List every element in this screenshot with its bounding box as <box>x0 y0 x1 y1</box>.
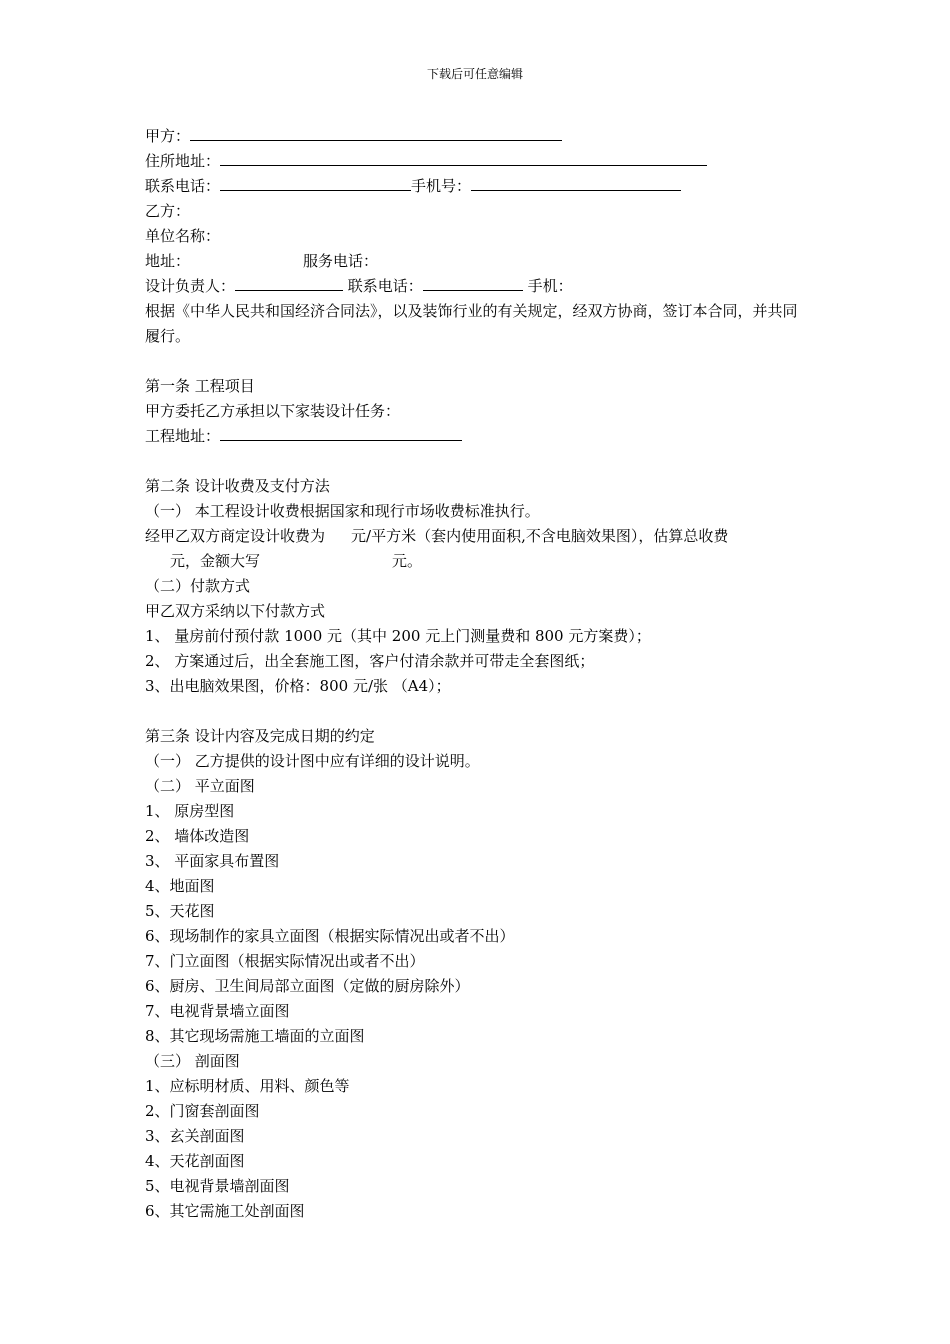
party-b-designer-line <box>145 274 810 299</box>
list-item: 2、门窗套剖面图 <box>145 1102 260 1120</box>
pay-item-2: 2、 方案通过后，出全套施工图，客户付清余款并可带走全套图纸； <box>145 652 595 670</box>
fee-text-d: 元。 <box>392 552 423 570</box>
list-item: 5、天花图 <box>145 902 215 920</box>
contract-body <box>145 124 810 1224</box>
party-a-phone-blank[interactable] <box>220 176 411 191</box>
party-a-blank[interactable] <box>190 126 562 141</box>
article2-item2: （二）付款方式 <box>145 577 251 595</box>
page-header: 下载后可任意编辑 <box>426 67 523 81</box>
fee-text-a: 经甲乙双方商定设计收费为 <box>145 527 326 545</box>
list-item: 3、玄关剖面图 <box>145 1127 245 1145</box>
fee-text-c: 元，金额大写 <box>170 552 261 570</box>
site-blank[interactable] <box>220 426 462 441</box>
party-a-phone-line <box>145 174 810 199</box>
party-a-phone-label: 联系电话： <box>145 177 221 195</box>
list-item: 5、电视背景墙剖面图 <box>145 1177 290 1195</box>
party-b-service-phone-label: 服务电话： <box>303 252 379 270</box>
party-a-label: 甲方： <box>145 127 191 145</box>
article2-title: 第二条 设计收费及支付方法 <box>145 477 330 495</box>
designer-label: 设计负责人： <box>145 277 236 295</box>
party-a-address-label: 住所地址： <box>145 152 221 170</box>
list-item: 6、其它需施工处剖面图 <box>145 1202 305 1220</box>
list-item: 4、地面图 <box>145 877 215 895</box>
party-b-address-label: 地址： <box>145 252 191 270</box>
party-a-address-line <box>145 149 810 174</box>
article3-item2: （二） 平立面图 <box>145 777 255 795</box>
party-b-unit-label: 单位名称： <box>145 227 221 245</box>
designer-blank[interactable] <box>235 276 343 291</box>
fee-text-b: 元/平方米（套内使用面积,不含电脑效果图），估算总收费 <box>351 527 729 545</box>
party-b-address-line <box>145 249 810 274</box>
list-item: 1、应标明材质、用料、颜色等 <box>145 1077 350 1095</box>
preamble: 根据《中华人民共和国经济合同法》，以及装饰行业的有关规定，经双方协商，签订本合同，并共同履行。 <box>145 302 798 345</box>
designer-mobile-label: 手机： <box>527 277 573 295</box>
list-item: 2、 墙体改造图 <box>145 827 250 845</box>
designer-contact-blank[interactable] <box>423 276 523 291</box>
pay-intro: 甲乙双方采纳以下付款方式 <box>145 602 326 620</box>
list-item: 4、天花剖面图 <box>145 1152 245 1170</box>
article1-title: 第一条 工程项目 <box>145 377 255 395</box>
fee-line-2 <box>145 549 810 574</box>
article2-item1: （一） 本工程设计收费根据国家和现行市场收费标准执行。 <box>145 502 540 520</box>
article3-item3: （三） 剖面图 <box>145 1052 240 1070</box>
pay-item-3: 3、出电脑效果图，价格：800 元/张 （A4）； <box>145 677 451 695</box>
article1-site-line <box>145 424 810 449</box>
list-item: 7、门立面图（根据实际情况出或者不出） <box>145 952 425 970</box>
list-item: 3、 平面家具布置图 <box>145 852 280 870</box>
party-b-unit-line <box>145 224 810 249</box>
list-item: 7、电视背景墙立面图 <box>145 1002 290 1020</box>
party-a-address-blank[interactable] <box>220 151 707 166</box>
party-b-label: 乙方： <box>145 202 191 220</box>
list-item: 6、厨房、卫生间局部立面图（定做的厨房除外） <box>145 977 470 995</box>
list-item: 1、 原房型图 <box>145 802 235 820</box>
pay-item-1: 1、 量房前付预付款 1000 元（其中 200 元上门测量费和 800 元方案费）； <box>145 627 651 645</box>
fee-line-1 <box>145 524 810 549</box>
site-label: 工程地址： <box>145 427 221 445</box>
designer-contact-label: 联系电话： <box>347 277 423 295</box>
article1-line1: 甲方委托乙方承担以下家装设计任务： <box>145 402 401 420</box>
party-a-mobile-label: 手机号： <box>411 177 472 195</box>
party-a-mobile-blank[interactable] <box>471 176 681 191</box>
party-a-line <box>145 124 810 149</box>
list-item: 6、现场制作的家具立面图（根据实际情况出或者不出） <box>145 927 515 945</box>
list-item: 8、其它现场需施工墙面的立面图 <box>145 1027 365 1045</box>
article3-item1: （一） 乙方提供的设计图中应有详细的设计说明。 <box>145 752 480 770</box>
article3-title: 第三条 设计内容及完成日期的约定 <box>145 727 375 745</box>
party-b-line <box>145 199 810 224</box>
